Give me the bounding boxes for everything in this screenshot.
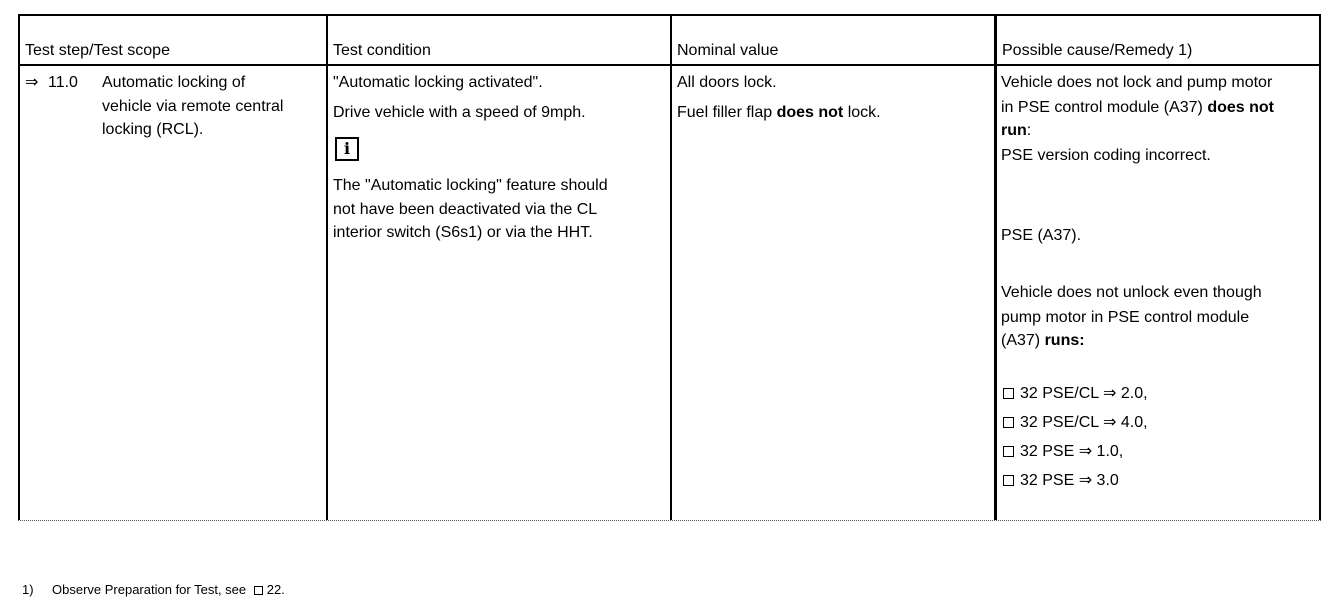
column-divider-2 <box>670 14 672 520</box>
cause1-line-1: Vehicle does not lock and pump motor <box>1001 74 1273 91</box>
reference-link-2[interactable]: 32 PSE/CL ⇒ 4.0, <box>1003 410 1148 436</box>
test-scope-line-2: vehicle via remote central <box>102 98 284 115</box>
footnote-reference[interactable]: 22. <box>250 582 285 597</box>
test-scope-line-1: Automatic locking of <box>102 74 246 91</box>
reference-link-1[interactable]: 32 PSE/CL ⇒ 2.0, <box>1003 381 1148 407</box>
cause3-line-2: pump motor in PSE control module <box>1001 309 1250 326</box>
step-arrow-icon: ⇒ <box>25 74 39 91</box>
footnote <box>22 582 285 597</box>
footnote-text: Observe Preparation for Test, see <box>52 582 247 597</box>
cause1-line-3: run: <box>1001 122 1032 139</box>
cause3-line-3: (A37) runs: <box>1001 332 1085 349</box>
step-number: 11.0 <box>48 74 78 91</box>
cause3-line-1: Vehicle does not unlock even though <box>1001 284 1262 301</box>
header-test-condition: Test condition <box>333 42 431 59</box>
document-ref-icon <box>1003 417 1014 428</box>
condition-line-1: "Automatic locking activated". <box>333 74 543 91</box>
table-bottom-dotted <box>18 520 1321 521</box>
note-line-3: interior switch (S6s1) or via the HHT. <box>333 224 593 241</box>
header-possible-cause: Possible cause/Remedy 1) <box>1002 42 1193 59</box>
table-right-border <box>1319 14 1321 520</box>
document-ref-icon <box>1003 446 1014 457</box>
document-ref-icon <box>1003 475 1014 486</box>
nominal-line-2: Fuel filler flap does not lock. <box>677 104 881 121</box>
nominal-line-1: All doors lock. <box>677 74 777 91</box>
reference-link-4[interactable]: 32 PSE ⇒ 3.0 <box>1003 468 1119 494</box>
document-ref-icon <box>254 586 263 595</box>
note-line-1: The "Automatic locking" feature should <box>333 177 608 194</box>
cause1-remedy: PSE version coding incorrect. <box>1001 147 1211 164</box>
column-divider-1 <box>326 14 328 520</box>
column-divider-3 <box>994 14 997 520</box>
cause1-line-2: in PSE control module (A37) does not <box>1001 99 1274 116</box>
document-ref-icon <box>1003 388 1014 399</box>
cause2-remedy: PSE (A37). <box>1001 227 1082 244</box>
note-line-2: not have been deactivated via the CL <box>333 201 598 218</box>
test-scope-line-3: locking (RCL). <box>102 121 204 138</box>
header-nominal-value: Nominal value <box>677 42 779 59</box>
reference-link-3[interactable]: 32 PSE ⇒ 1.0, <box>1003 439 1123 465</box>
header-test-step: Test step/Test scope <box>25 42 170 59</box>
footnote-number: 1) <box>22 582 34 597</box>
condition-line-2: Drive vehicle with a speed of 9mph. <box>333 104 586 121</box>
table-left-border <box>18 14 20 520</box>
info-icon: i <box>335 137 359 161</box>
